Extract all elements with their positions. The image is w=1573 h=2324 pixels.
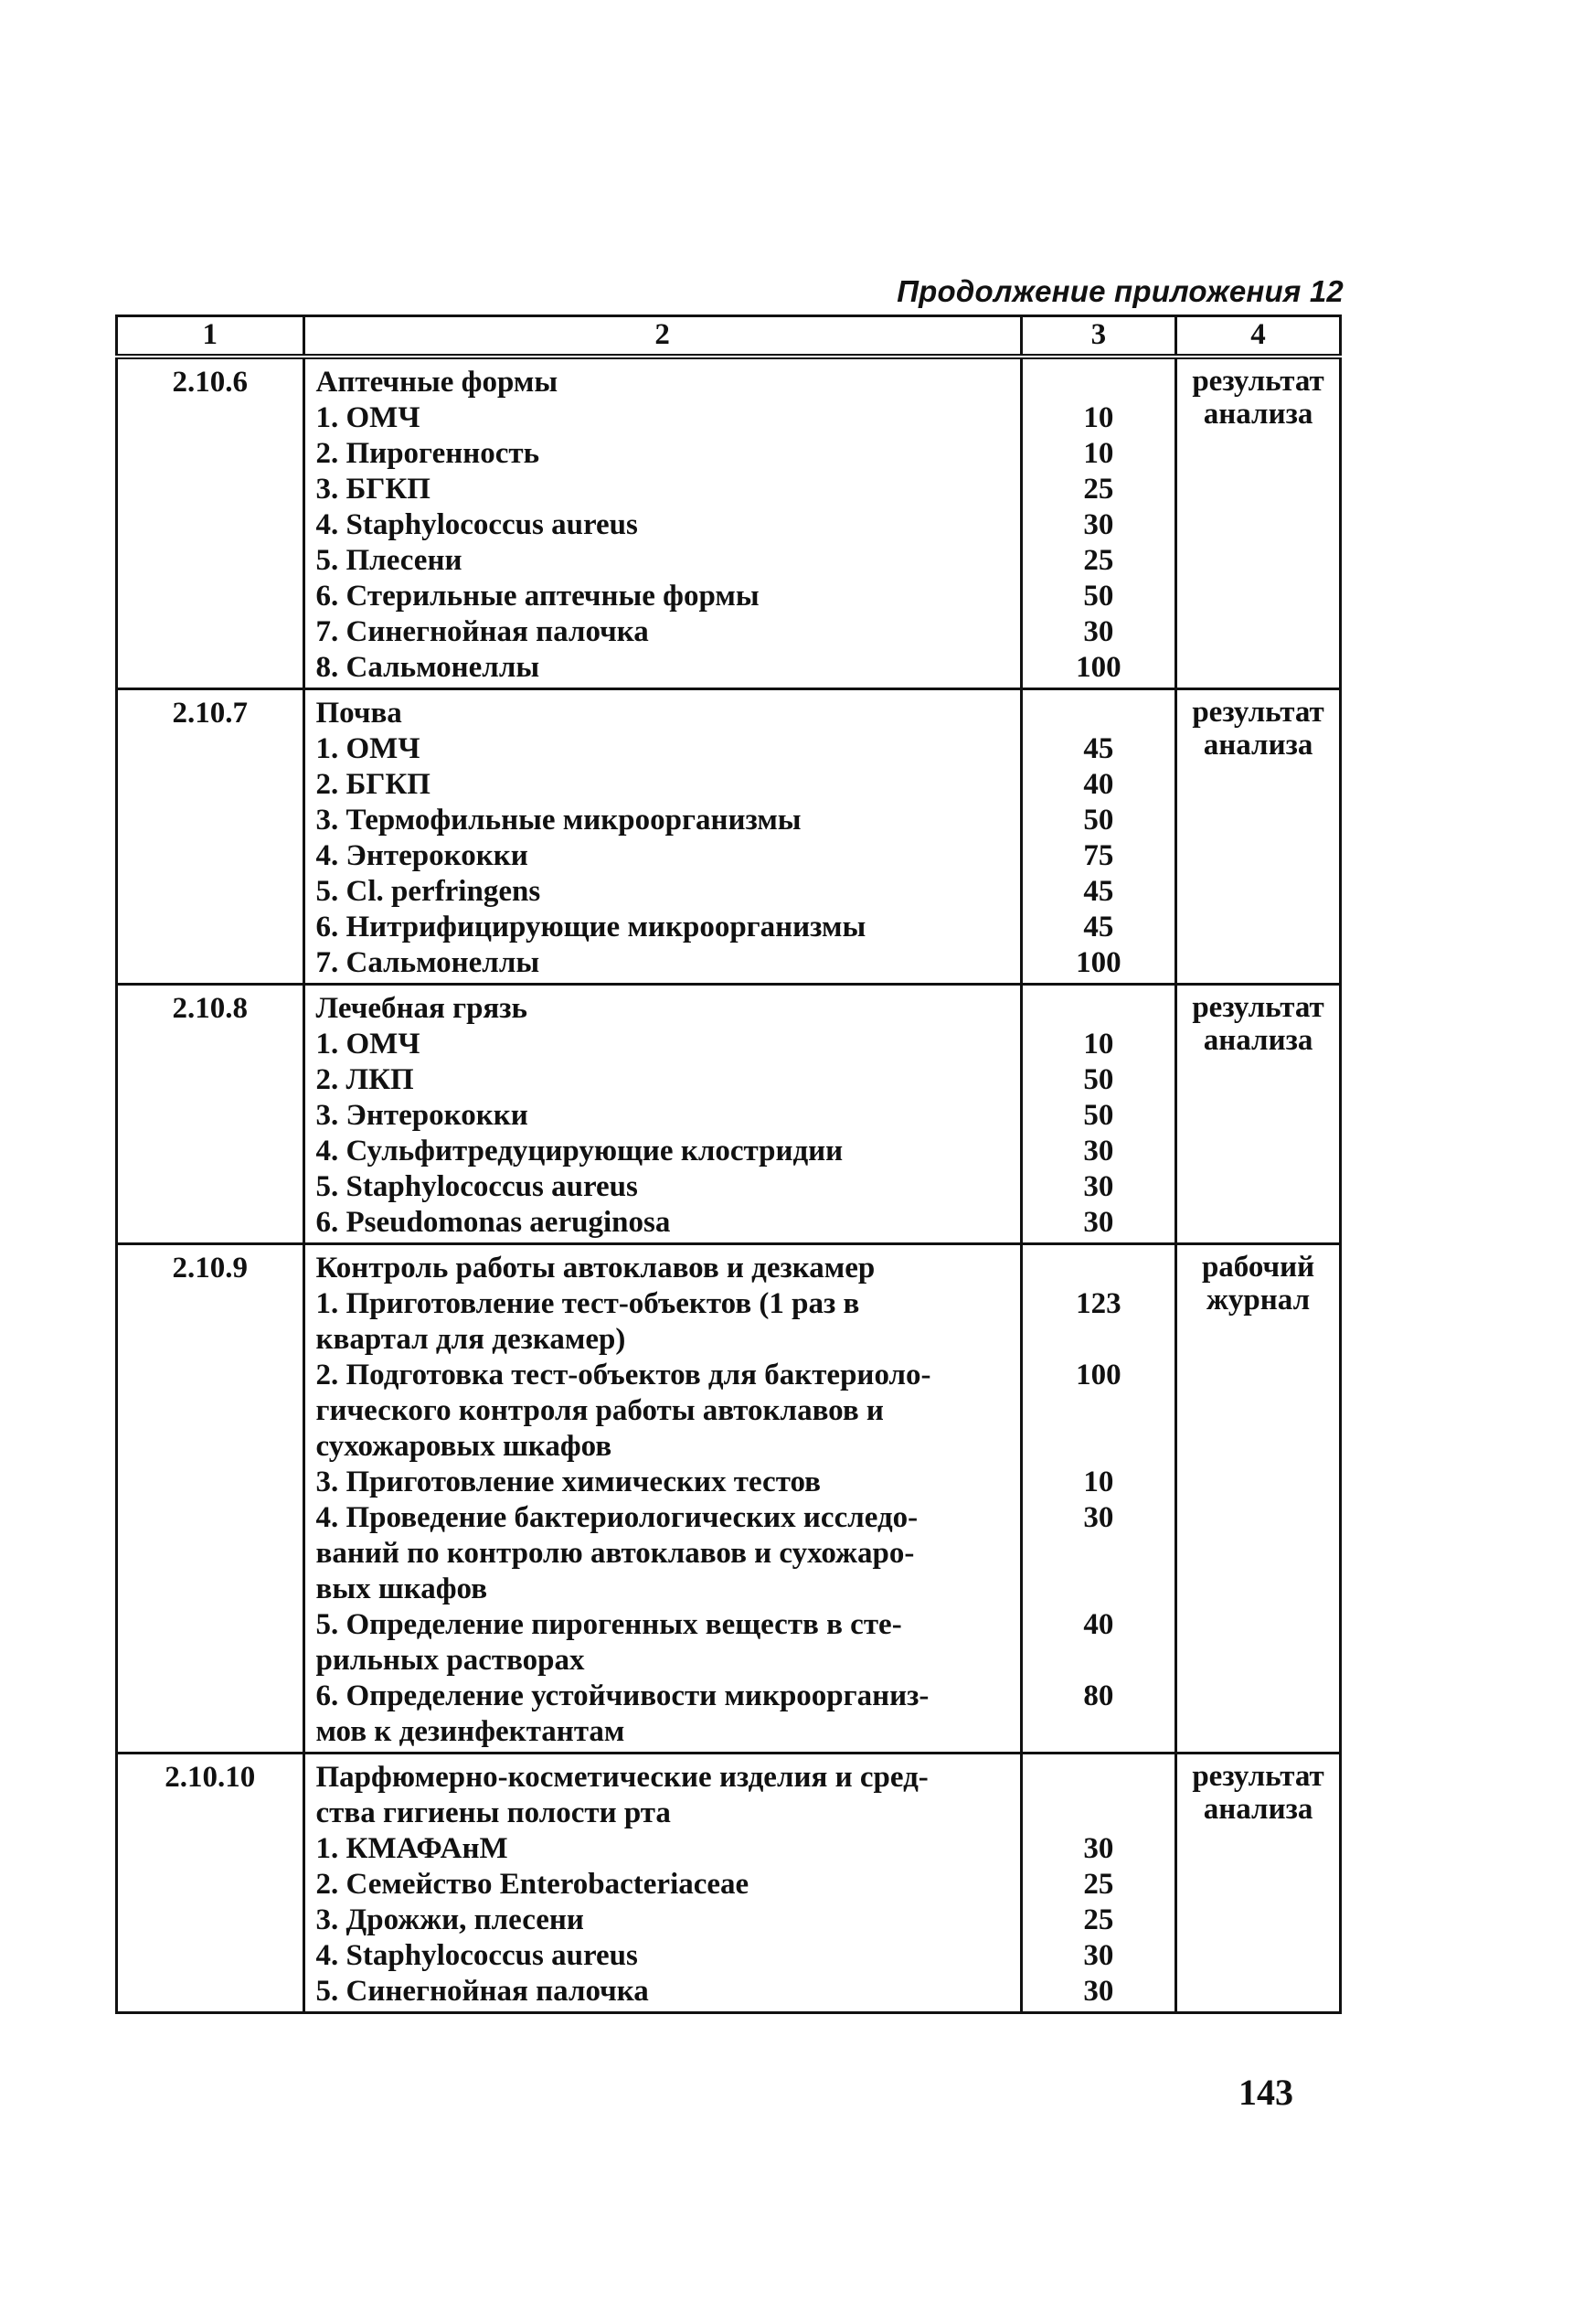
item-line: 4. Staphylococcus aureus (315, 508, 638, 541)
result-line: результат (1192, 991, 1324, 1024)
result-line: анализа (1203, 1793, 1313, 1826)
item-line: 4. Сульфитредуцирующие клостридии (315, 1135, 844, 1167)
item-line: 3. Энтерококки (315, 1099, 528, 1132)
section-code: 2.10.7 (117, 689, 304, 985)
norm-values (1021, 357, 1175, 689)
item-line: 3. Термофильные микроорганизмы (315, 804, 802, 837)
section-content (303, 689, 1021, 985)
item-line: 4. Энтерококки (315, 839, 528, 872)
section-content (303, 985, 1021, 1244)
item-line: 6. Pseudomonas aeruginosa (315, 1206, 671, 1239)
result-form (1176, 1754, 1341, 2013)
section-code: 2.10.8 (117, 985, 304, 1244)
result-line: результат (1192, 696, 1324, 729)
section-title: Почва (315, 697, 402, 730)
result-form (1176, 689, 1341, 985)
norm-value (1023, 1714, 1174, 1750)
norm-value: 10 (1083, 437, 1114, 470)
norm-value: 40 (1083, 768, 1114, 801)
norm-value (1023, 1322, 1174, 1358)
norm-values (1021, 1244, 1175, 1754)
norm-value (1023, 1760, 1174, 1796)
item-line: 1. КМАФАнМ (315, 1832, 508, 1865)
section-code: 2.10.9 (117, 1244, 304, 1754)
norm-value: 30 (1083, 1939, 1114, 1972)
norm-value (1023, 1429, 1174, 1465)
norm-value: 45 (1083, 911, 1114, 943)
norm-value: 10 (1083, 401, 1114, 434)
item-line: 7. Сальмонеллы (315, 946, 540, 979)
item-line: гического контроля работы автоклавов и (315, 1394, 884, 1427)
norm-value: 45 (1083, 875, 1114, 908)
result-line: результат (1192, 365, 1324, 398)
item-line: 4. Staphylococcus aureus (315, 1939, 638, 1972)
norm-value (1023, 1572, 1174, 1607)
norm-value: 10 (1083, 1466, 1114, 1498)
norm-value: 10 (1083, 1028, 1114, 1061)
result-line: результат (1192, 1760, 1324, 1793)
norm-values (1021, 985, 1175, 1244)
norm-value (1023, 696, 1174, 731)
item-line: 6. Стерильные аптечные формы (315, 580, 760, 613)
norm-value (1023, 1251, 1174, 1286)
result-form (1176, 1244, 1341, 1754)
table-row (117, 985, 1341, 1244)
section-title: Парфюмерно-косметические изделия и сред- (315, 1761, 929, 1794)
section-title: Контроль работы автоклавов и дезкамер (315, 1252, 876, 1285)
norm-values (1021, 689, 1175, 985)
column-header: 2 (303, 316, 1021, 357)
result-line: анализа (1203, 398, 1313, 431)
table-row (117, 1754, 1341, 2013)
item-line: 1. ОМЧ (315, 1028, 420, 1061)
norm-value: 45 (1083, 732, 1114, 765)
item-line: 5. Синегнойная палочка (315, 1975, 649, 2008)
item-line: квартал для дезкамер) (315, 1323, 626, 1356)
norm-value: 30 (1083, 1832, 1114, 1865)
norm-value (1023, 365, 1174, 400)
item-line: 8. Сальмонеллы (315, 651, 540, 684)
norm-value: 123 (1076, 1287, 1121, 1320)
item-line: 2. БГКП (315, 768, 430, 801)
norm-value (1023, 991, 1174, 1027)
section-content (303, 1244, 1021, 1754)
item-line: 2. Пирогенность (315, 437, 540, 470)
norm-value: 50 (1083, 1099, 1114, 1132)
item-line: мов к дезинфектантам (315, 1715, 625, 1748)
table-row (117, 357, 1341, 689)
item-line: 5. Staphylococcus aureus (315, 1170, 638, 1203)
item-line: рильных растворах (315, 1644, 585, 1677)
norm-value: 30 (1083, 615, 1114, 648)
item-line: 7. Синегнойная палочка (315, 615, 649, 648)
item-line: 5. Определение пирогенных веществ в сте- (315, 1608, 902, 1641)
item-line: ства гигиены полости рта (315, 1796, 671, 1829)
table-row (117, 1244, 1341, 1754)
norm-value: 30 (1083, 1170, 1114, 1203)
section-code: 2.10.10 (117, 1754, 304, 2013)
column-header: 4 (1176, 316, 1341, 357)
norm-value: 30 (1083, 508, 1114, 541)
item-line: 1. ОМЧ (315, 401, 420, 434)
result-line: рабочий (1201, 1251, 1315, 1284)
norm-value: 100 (1076, 1359, 1121, 1391)
item-line: вых шкафов (315, 1572, 488, 1605)
table-header-row (117, 316, 1341, 357)
norm-value (1023, 1796, 1174, 1831)
norm-value: 100 (1076, 946, 1121, 979)
item-line: 6. Нитрифицирующие микроорганизмы (315, 911, 866, 943)
item-line: 3. Дрожжи, плесени (315, 1903, 584, 1936)
item-line: 5. Плесени (315, 544, 462, 577)
item-line: 2. Подготовка тест-объектов для бактериоло- (315, 1359, 931, 1391)
norm-value: 25 (1083, 1903, 1114, 1936)
norm-value: 25 (1083, 1868, 1114, 1901)
table-row (117, 689, 1341, 985)
item-line: 2. ЛКП (315, 1063, 414, 1096)
result-line: анализа (1203, 729, 1313, 762)
norm-value (1023, 1643, 1174, 1679)
norm-value (1023, 1536, 1174, 1572)
item-line: 4. Проведение бактериологических исследо- (315, 1501, 919, 1534)
section-title: Лечебная грязь (315, 992, 527, 1025)
section-title: Аптечные формы (315, 366, 558, 399)
norm-value: 30 (1083, 1135, 1114, 1167)
appendix-table (115, 314, 1342, 2014)
column-header: 1 (117, 316, 304, 357)
result-line: анализа (1203, 1024, 1313, 1057)
result-line: журнал (1206, 1284, 1311, 1317)
norm-value: 25 (1083, 544, 1114, 577)
item-line: 1. ОМЧ (315, 732, 420, 765)
norm-value: 30 (1083, 1501, 1114, 1534)
item-line: ваний по контролю автоклавов и сухожаро- (315, 1537, 915, 1570)
norm-values (1021, 1754, 1175, 2013)
norm-value: 80 (1083, 1679, 1114, 1712)
item-line: 3. БГКП (315, 473, 430, 506)
norm-value: 25 (1083, 473, 1114, 506)
norm-value: 30 (1083, 1975, 1114, 2008)
result-form (1176, 357, 1341, 689)
page-number: 143 (1238, 2072, 1293, 2113)
section-content (303, 1754, 1021, 2013)
section-code: 2.10.6 (117, 357, 304, 689)
section-content (303, 357, 1021, 689)
norm-value: 30 (1083, 1206, 1114, 1239)
item-line: сухожаровых шкафов (315, 1430, 612, 1463)
norm-value: 50 (1083, 1063, 1114, 1096)
norm-value: 50 (1083, 804, 1114, 837)
item-line: 3. Приготовление химических тестов (315, 1466, 821, 1498)
norm-value: 75 (1083, 839, 1114, 872)
item-line: 2. Семейство Enterobacteriaceae (315, 1868, 749, 1901)
norm-value: 40 (1083, 1608, 1114, 1641)
norm-value: 100 (1076, 651, 1121, 684)
continuation-label: Продолжение приложения 12 (897, 274, 1344, 308)
item-line: 6. Определение устойчивости микроорганиз- (315, 1679, 930, 1712)
norm-value: 50 (1083, 580, 1114, 613)
item-line: 1. Приготовление тест-объектов (1 раз в (315, 1287, 860, 1320)
column-header: 3 (1021, 316, 1175, 357)
norm-value (1023, 1393, 1174, 1429)
item-line: 5. Cl. perfringens (315, 875, 541, 908)
result-form (1176, 985, 1341, 1244)
